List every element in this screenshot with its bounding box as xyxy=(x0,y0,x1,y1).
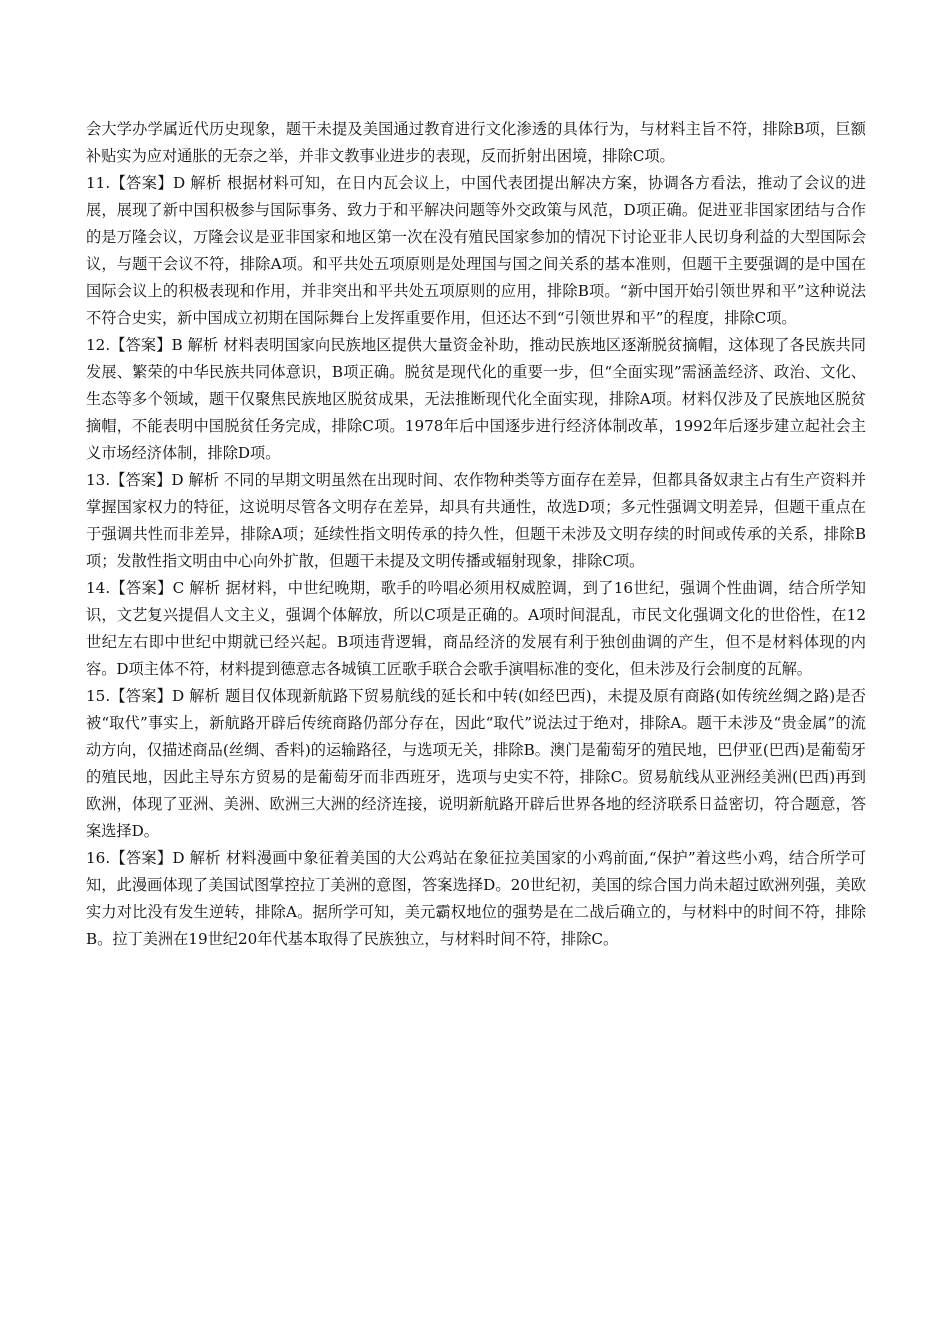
answer-explanations xyxy=(86,116,866,953)
explanation-q16: 16.【答案】D 解析 材料漫画中象征着美国的大公鸡站在象征拉美国家的小鸡前面,“保护”着这些小鸡，结合所学可知，此漫画体现了美国试图掌控拉丁美洲的意图，答案选择D。20世纪初，美国的综合国力尚未超过欧洲列强，美欧实力对比没有发生逆转，排除A。据所学可知，美元霸权地位的强势是在二战后确立的，与材料中的时间不符，排除B。拉丁美洲在19世纪20年代基本取得了民族独立，与材料时间不符，排除C。 xyxy=(86,849,866,948)
explanation-q15: 15.【答案】D 解析 题目仅体现新航路下贸易航线的延长和中转(如经巴西)，未提及原有商路(如传统丝绸之路)是否被“取代”事实上，新航路开辟后传统商路仍部分存在，因此“取代”说法过于绝对，排除A。题干未涉及“贵金属”的流动方向，仅描述商品(丝绸、香料)的运输路径，与选项无关，排除B。澳门是葡萄牙的殖民地，巴伊亚(巴西)是葡萄牙的殖民地，因此主导东方贸易的是葡萄牙而非西班牙，选项与史实不符，排除C。贸易航线从亚洲经美洲(巴西)再到欧洲，体现了亚洲、美洲、欧洲三大洲的经济连接，说明新航路开辟后世界各地的经济联系日益密切，符合题意，答案选择D。 xyxy=(86,687,866,840)
explanation-continued: 会大学办学属近代历史现象，题干未提及美国通过教育进行文化渗透的具体行为，与材料主旨不符，排除B项，巨额补贴实为应对通胀的无奈之举，并非文教事业进步的表现，反而折射出困境，排除C项。 xyxy=(86,120,866,165)
explanation-q12: 12.【答案】B 解析 材料表明国家向民族地区提供大量资金补助，推动民族地区逐渐脱贫摘帽，这体现了各民族共同发展、繁荣的中华民族共同体意识，B项正确。脱贫是现代化的重要一步，但“全面实现”需涵盖经济、政治、文化、生态等多个领域，题干仅聚焦民族地区脱贫成果，无法推断现代化全面实现，排除A项。材料仅涉及了民族地区脱贫摘帽，不能表明中国脱贫任务完成，排除C项。1978年后中国逐步进行经济体制改革，1992年后逐步建立起社会主义市场经济体制，排除D项。 xyxy=(86,336,866,462)
explanation-q14: 14.【答案】C 解析 据材料，中世纪晚期，歌手的吟唱必须用权威腔调，到了16世纪，强调个性曲调，结合所学知识，文艺复兴提倡人文主义，强调个体解放，所以C项是正确的。A项时间混乱，市民文化强调文化的世俗性，在12世纪左右即中世纪中期就已经兴起。B项违背逻辑，商品经济的发展有利于独创曲调的产生，但不是材料体现的内容。D项主体不符，材料提到德意志各城镇工匠歌手联合会歌手演唱标准的变化，但未涉及行会制度的瓦解。 xyxy=(86,579,866,678)
explanation-q13: 13.【答案】D 解析 不同的早期文明虽然在出现时间、农作物种类等方面存在差异，但都具备奴隶主占有生产资料并掌握国家权力的特征，这说明尽管各文明存在差异，却具有共通性，故选D项；多元性强调文明差异，但题干重点在于强调共性而非差异，排除A项；延续性指文明传承的持久性，但题干未涉及文明存续的时间或传承的关系，排除B项；发散性指文明由中心向外扩散，但题干未提及文明传播或辐射现象，排除C项。 xyxy=(86,471,866,570)
explanation-q11: 11.【答案】D 解析 根据材料可知，在日内瓦会议上，中国代表团提出解决方案，协调各方看法，推动了会议的进展，展现了新中国积极参与国际事务、致力于和平解决问题等外交政策与风范，D项正确。促进亚非国家团结与合作的是万隆会议，万隆会议是亚非国家和地区第一次在没有殖民国家参加的情况下讨论亚非人民切身利益的大型国际会议，与题干会议不符，排除A项。和平共处五项原则是处理国与国之间关系的基本准则，但题干主要强调的是中国在国际会议上的积极表现和作用，并非突出和平共处五项原则的应用，排除B项。“新中国开始引领世界和平”这种说法不符合史实，新中国成立初期在国际舞台上发挥重要作用，但还达不到“引领世界和平”的程度，排除C项。 xyxy=(86,174,866,327)
